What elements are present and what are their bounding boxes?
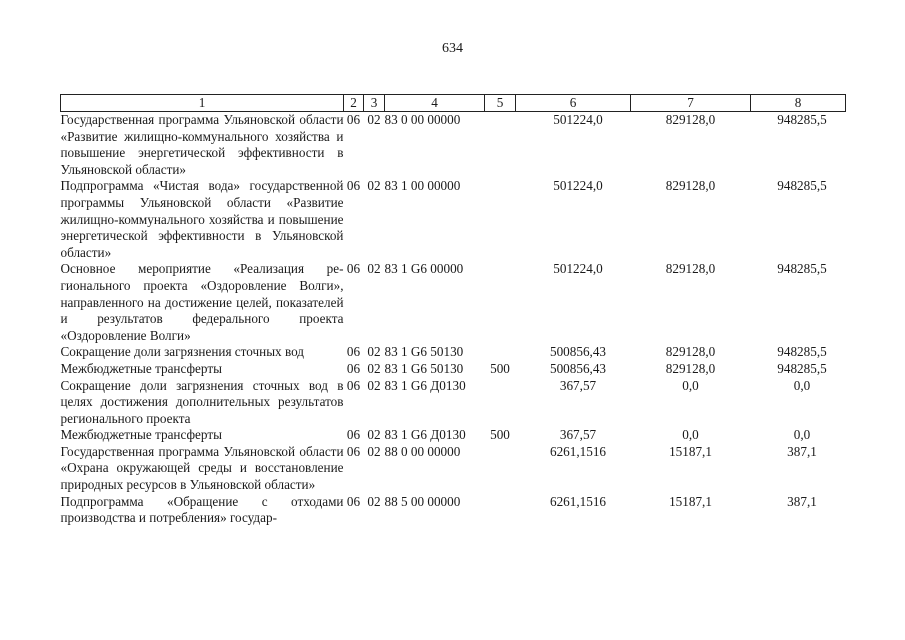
row-amount-col6: 6261,1516 xyxy=(549,493,607,509)
row-amount-col7: 0,0 xyxy=(682,427,699,443)
row-amount-col8: 387,1 xyxy=(787,493,817,509)
row-expense-type: 500 xyxy=(490,427,510,443)
budget-table xyxy=(60,94,846,528)
row-name: Сокращение доли загрязнения сточных вод xyxy=(60,344,305,360)
row-subsection: 02 xyxy=(367,344,381,360)
header-col-5: 5 xyxy=(485,95,516,112)
header-col-2: 2 xyxy=(344,95,364,112)
row-target-code: 83 1 G6 00000 xyxy=(384,261,464,277)
page-number: 634 xyxy=(442,41,463,56)
row-section: 06 xyxy=(346,427,361,443)
row-target-code: 83 1 G6 Д0130 xyxy=(384,427,466,443)
table-row xyxy=(61,444,846,494)
table-row xyxy=(61,261,846,344)
row-expense-type xyxy=(485,494,516,528)
header-col-3: 3 xyxy=(364,95,385,112)
row-amount-col6: 367,57 xyxy=(559,377,597,393)
row-section: 06 xyxy=(346,360,361,376)
row-amount-col8: 948285,5 xyxy=(777,261,827,277)
table-row xyxy=(61,344,846,361)
row-amount-col7: 829128,0 xyxy=(665,360,716,376)
row-subsection: 02 xyxy=(367,443,381,459)
row-amount-col8: 0,0 xyxy=(793,427,811,443)
row-amount-col8: 948285,5 xyxy=(777,112,827,127)
row-amount-col7: 15187,1 xyxy=(669,443,712,459)
header-col-7: 7 xyxy=(631,95,751,112)
row-target-code: 83 1 G6 50130 xyxy=(384,360,464,376)
row-subsection: 02 xyxy=(367,427,381,443)
row-amount-col6: 500856,43 xyxy=(549,360,607,376)
row-subsection: 02 xyxy=(367,178,381,194)
row-target-code: 83 1 G6 Д0130 xyxy=(384,377,466,393)
row-section: 06 xyxy=(346,493,361,509)
header-col-1: 1 xyxy=(61,95,344,112)
row-amount-col6: 501224,0 xyxy=(553,178,603,194)
table-header-row xyxy=(61,95,846,112)
row-name: Межбюджетные трансферты xyxy=(60,427,222,443)
row-target-code: 83 1 00 00000 xyxy=(384,178,461,194)
row-expense-type xyxy=(485,378,516,428)
row-section: 06 xyxy=(346,261,361,277)
row-amount-col6: 500856,43 xyxy=(549,344,607,360)
row-name: Основное мероприятие «Реализация регионального проекта «Оздоровление Волги», направленного на достижение целей, показателей и результатов федерального проекта «Оздоровление Волги» xyxy=(60,261,344,343)
table-row xyxy=(61,494,846,528)
row-amount-col7: 829128,0 xyxy=(665,112,716,127)
row-expense-type xyxy=(485,112,516,179)
table-row xyxy=(61,178,846,261)
header-col-8: 8 xyxy=(751,95,846,112)
row-subsection: 02 xyxy=(367,112,381,127)
row-amount-col8: 387,1 xyxy=(787,443,817,459)
row-amount-col7: 829128,0 xyxy=(665,261,716,277)
row-amount-col6: 367,57 xyxy=(559,427,597,443)
row-amount-col7: 829128,0 xyxy=(665,344,716,360)
row-expense-type xyxy=(485,178,516,261)
row-name: Сокращение доли загрязнения сточных вод в целях достижения дополнительных результатов регионального проекта xyxy=(60,377,344,426)
row-expense-type xyxy=(485,261,516,344)
row-target-code: 83 0 00 00000 xyxy=(384,112,461,127)
table-row xyxy=(61,361,846,378)
row-subsection: 02 xyxy=(367,377,381,393)
row-section: 06 xyxy=(346,178,361,194)
row-amount-col7: 0,0 xyxy=(682,377,699,393)
row-subsection: 02 xyxy=(367,261,381,277)
row-section: 06 xyxy=(346,112,361,127)
row-expense-type xyxy=(485,344,516,361)
row-amount-col7: 829128,0 xyxy=(665,178,716,194)
row-target-code: 88 5 00 00000 xyxy=(384,493,461,509)
header-col-6: 6 xyxy=(516,95,631,112)
row-subsection: 02 xyxy=(367,493,381,509)
row-expense-type: 500 xyxy=(490,360,510,376)
row-name: Подпрограмма «Чистая вода» государственной программы Ульяновской области «Развитие жилищно-коммунального хозяйства и повышение энергетической эффективности в Ульяновской области» xyxy=(60,178,344,260)
row-name: Государственная программа Ульяновской области «Развитие жилищно-коммунального хозяйства и повышение энергетической эффективности в Ульяновской области» xyxy=(60,112,344,177)
row-subsection: 02 xyxy=(367,360,381,376)
row-amount-col8: 948285,5 xyxy=(777,360,827,376)
row-section: 06 xyxy=(346,443,361,459)
row-amount-col8: 948285,5 xyxy=(777,178,827,194)
row-name: Государственная программа Ульяновской области «Охрана окружающей среды и восстановление природных ресурсов в Ульяновской области» xyxy=(60,443,344,493)
row-amount-col8: 0,0 xyxy=(793,377,811,393)
row-amount-col8: 948285,5 xyxy=(777,344,827,360)
row-amount-col7: 15187,1 xyxy=(669,493,712,509)
row-name: Подпрограмма «Обращение с отходами производства и потребления» государ- xyxy=(60,493,344,526)
table-row xyxy=(61,427,846,444)
table-row xyxy=(61,378,846,428)
row-expense-type xyxy=(485,444,516,494)
row-amount-col6: 501224,0 xyxy=(553,112,603,127)
row-name: Межбюджетные трансферты xyxy=(60,360,222,376)
row-section: 06 xyxy=(346,344,361,360)
row-amount-col6: 501224,0 xyxy=(553,261,603,277)
row-amount-col6: 6261,1516 xyxy=(549,443,607,459)
row-section: 06 xyxy=(346,377,361,393)
row-target-code: 88 0 00 00000 xyxy=(384,443,461,459)
row-target-code: 83 1 G6 50130 xyxy=(384,344,464,360)
header-col-4: 4 xyxy=(385,95,485,112)
table-row xyxy=(61,112,846,179)
